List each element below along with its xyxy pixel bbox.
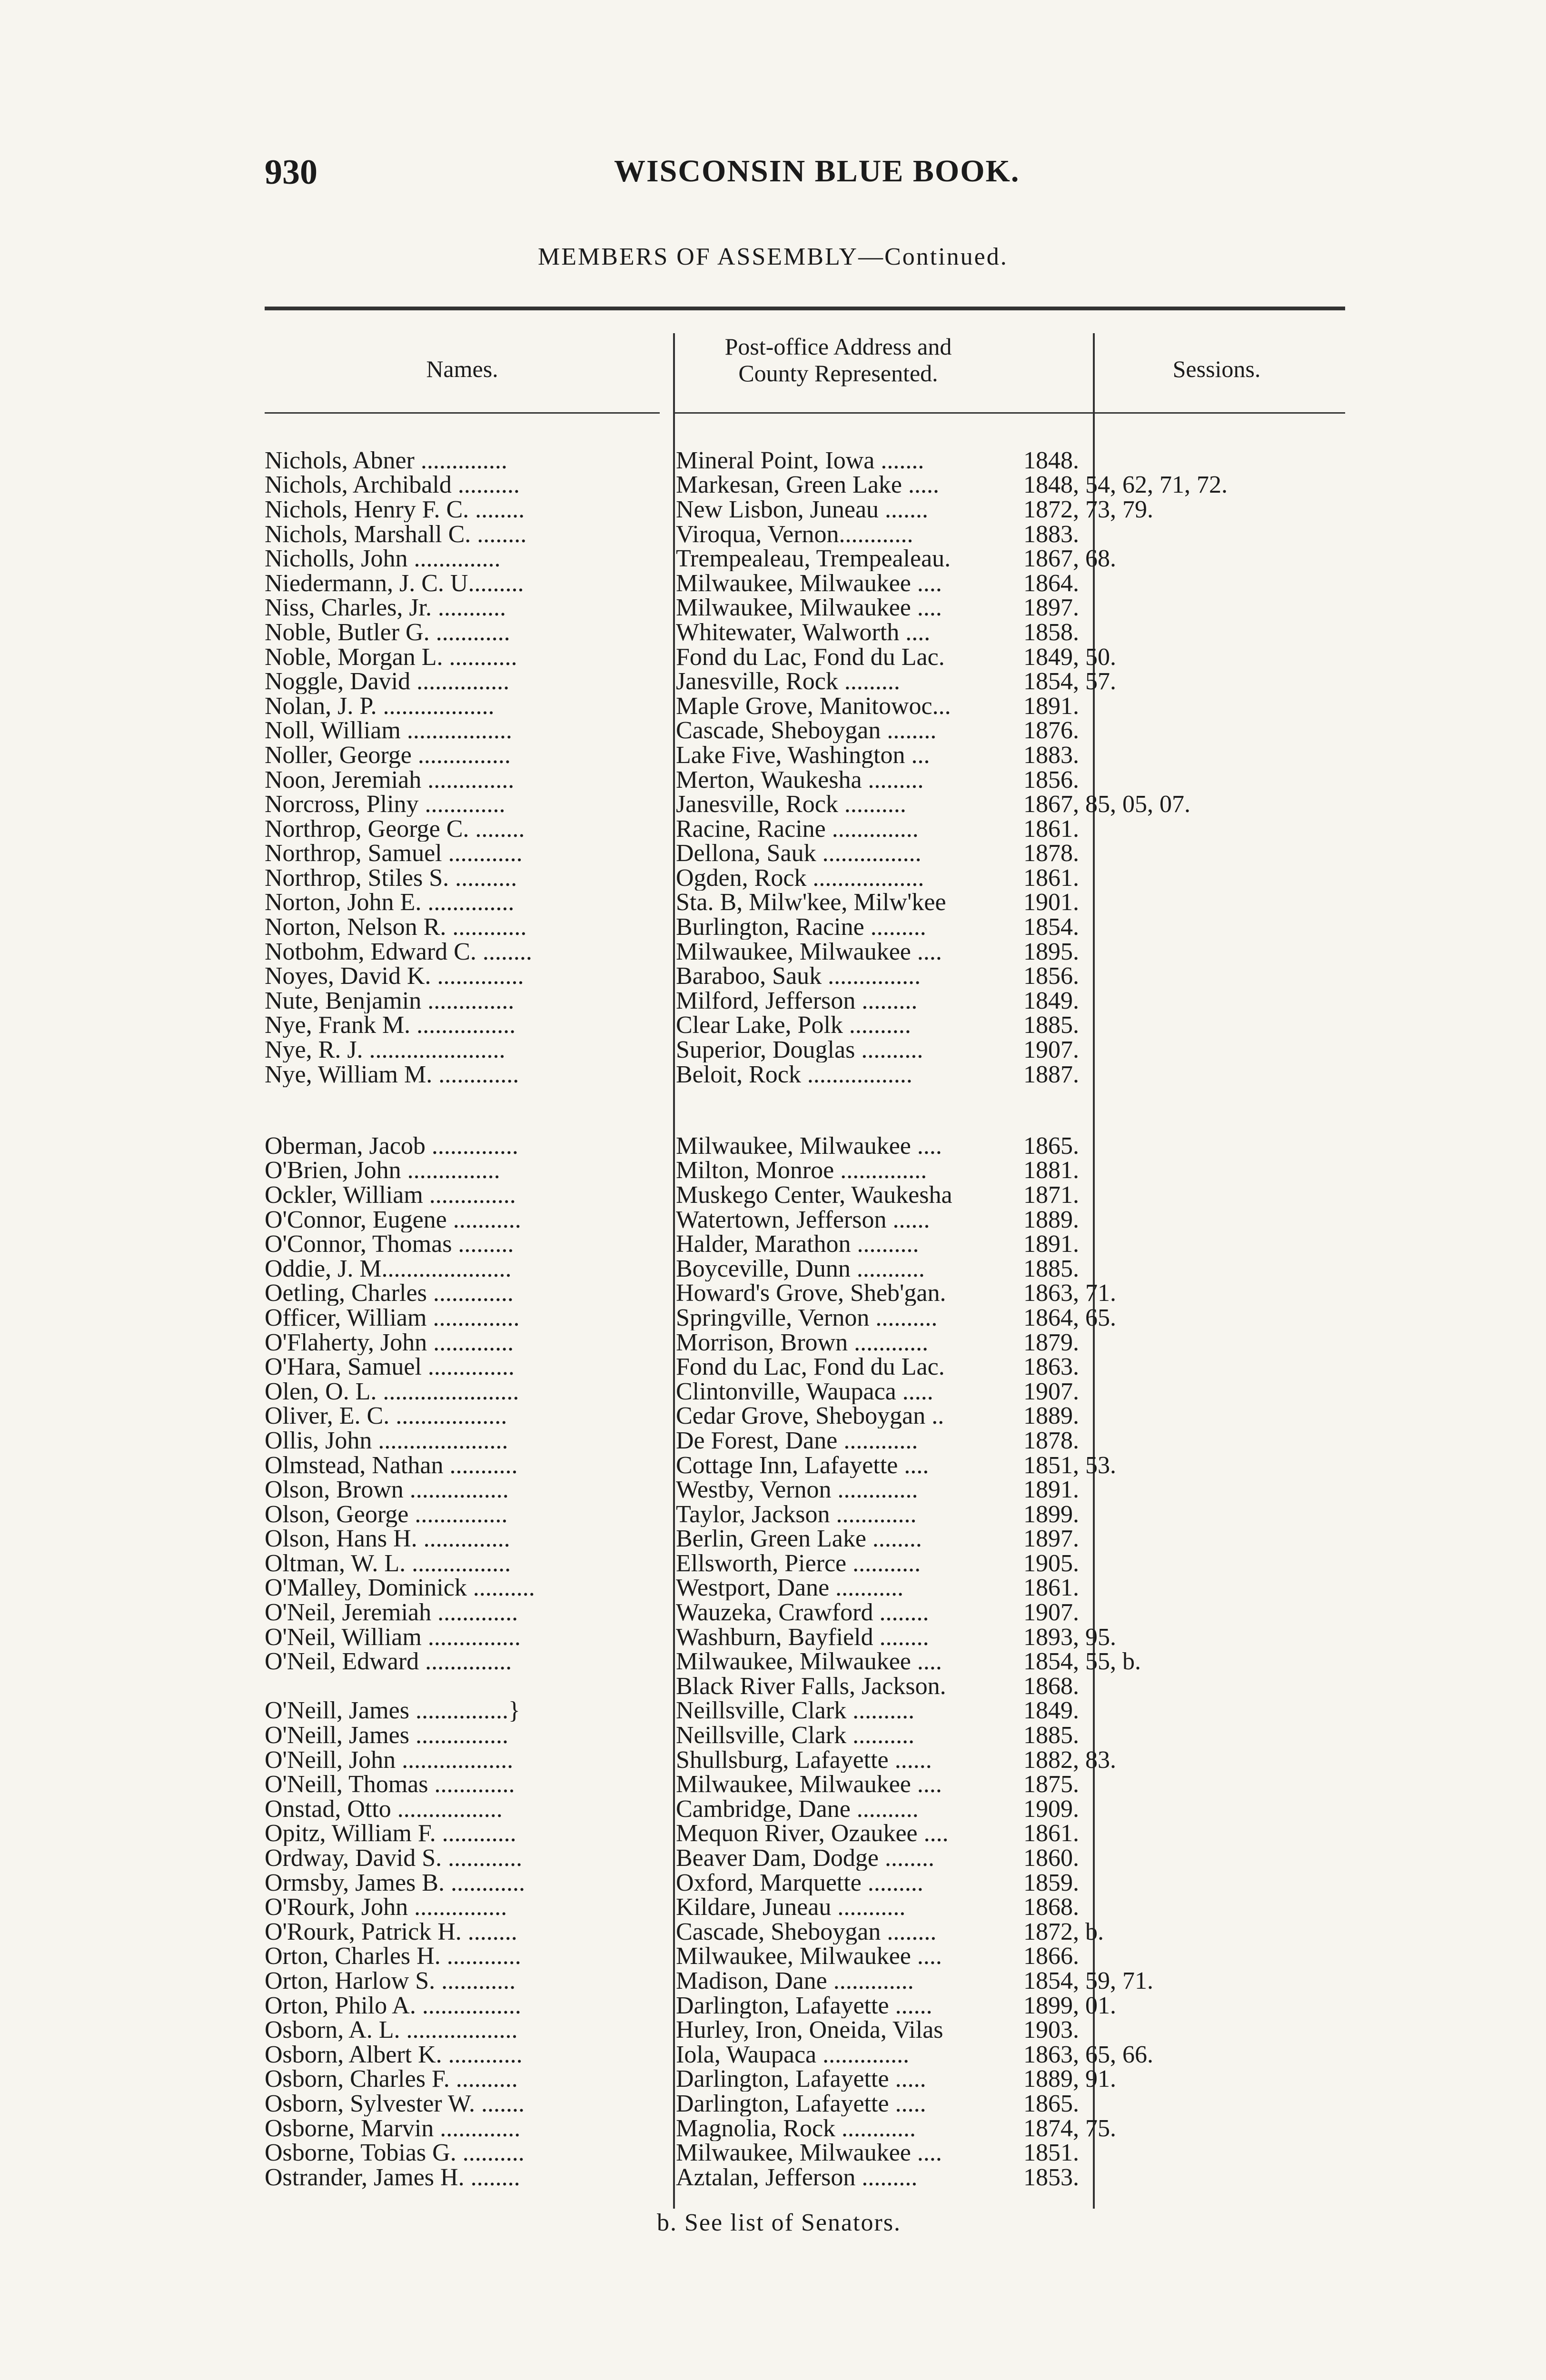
member-address: New Lisbon, Juneau ....... [676,497,929,522]
table-row [265,1625,1345,1650]
member-name: O'Neill, John .................. [265,1747,514,1773]
member-name: Ormsby, James B. ............ [265,1870,525,1895]
member-name: Orton, Harlow S. ............ [265,1968,516,1993]
member-address: Hurley, Iron, Oneida, Vilas [676,2018,943,2043]
member-name: Nichols, Archibald .......... [265,473,520,498]
member-name: Notbohm, Edward C. ........ [265,939,532,964]
table-row [265,2092,1345,2116]
member-name: O'Neill, Thomas ............. [265,1772,515,1797]
member-address: Berlin, Green Lake ........ [676,1527,922,1552]
member-name: Olson, George ............... [265,1502,508,1527]
member-address: Milwaukee, Milwaukee .... [676,2141,942,2166]
member-address: Ellsworth, Pierce ........... [676,1551,921,1576]
table-row [265,964,1345,989]
member-address: De Forest, Dane ............ [676,1428,918,1453]
member-address: Wauzeka, Crawford ........ [676,1600,929,1626]
page-number: 930 [265,153,317,192]
member-name: Noble, Butler G. ............ [265,620,510,645]
member-address: Darlington, Lafayette ..... [676,2091,926,2116]
member-sessions: 1854, 57. [1023,669,1116,694]
member-sessions: 1867, 85, 05, 07. [1023,792,1190,817]
table-row [265,1723,1345,1748]
member-name: Osborn, A. L. .................. [265,2018,518,2043]
table-row [265,1134,1345,1159]
member-address: Racine, Racine .............. [676,816,919,842]
table-row [265,743,1345,768]
member-name: Noggle, David ............... [265,669,510,694]
member-sessions: 1897. [1023,595,1079,621]
member-sessions: 1849, 50. [1023,645,1116,670]
member-name: Nolan, J. P. .................. [265,694,495,719]
member-sessions: 1897. [1023,1527,1079,1552]
table-row [265,1502,1345,1527]
table-row [265,1748,1345,1773]
member-sessions: 1866. [1023,1944,1079,1969]
member-name: Ollis, John ..................... [265,1428,508,1453]
page-subtitle: MEMBERS OF ASSEMBLY—Continued. [538,243,1008,270]
member-name: O'Neill, James ...............} [265,1698,520,1724]
member-address: Fond du Lac, Fond du Lac. [676,1355,945,1380]
member-address: Milwaukee, Milwaukee .... [676,1772,942,1797]
member-name: Oetling, Charles ............. [265,1281,514,1306]
member-address: Darlington, Lafayette ..... [676,2067,926,2092]
member-address: Cascade, Sheboygan ........ [676,718,937,744]
member-sessions: 1864, 65. [1023,1305,1116,1330]
member-address: Beaver Dam, Dodge ........ [676,1846,934,1871]
header-post-office-line1: Post-office Address and [724,333,952,360]
member-address: Milford, Jefferson ......... [676,988,918,1013]
member-name: Osborne, Marvin ............. [265,2116,521,2141]
member-sessions: 1861. [1023,816,1079,842]
member-address: Neillsville, Clark .......... [676,1698,915,1724]
member-address: Maple Grove, Manitowoc... [676,694,951,719]
table-row [265,1062,1345,1087]
table-row [265,596,1345,621]
member-name: Nye, R. J. ...................... [265,1038,505,1063]
member-address: Mineral Point, Iowa ....... [676,448,924,473]
member-address: Westby, Vernon ............. [676,1478,918,1503]
table-row [265,1944,1345,1969]
member-sessions: 1871. [1023,1182,1079,1208]
table-row [265,497,1345,522]
member-address: Milton, Monroe .............. [676,1158,927,1183]
table-row [265,571,1345,596]
member-address: Oxford, Marquette ......... [676,1870,923,1895]
member-sessions: 1858. [1023,620,1079,645]
table-row [265,2141,1345,2165]
member-name: Olen, O. L. ...................... [265,1379,519,1404]
table-row [265,1551,1345,1576]
member-name: Oltman, W. L. ................ [265,1551,511,1576]
member-sessions: 1883. [1023,522,1079,547]
member-name: Orton, Philo A. ................ [265,1993,521,2018]
member-sessions: 1849. [1023,988,1079,1013]
member-address: Springville, Vernon .......... [676,1305,938,1330]
member-sessions: 1853. [1023,2165,1079,2190]
member-name: Noller, George ............... [265,743,511,768]
member-name: Noll, William ................. [265,718,512,744]
table-row [265,1674,1345,1699]
member-name: Onstad, Otto ................. [265,1796,503,1822]
member-name: Osborn, Charles F. .......... [265,2067,518,2092]
member-sessions: 1882, 83. [1023,1747,1116,1773]
member-sessions: 1875. [1023,1772,1079,1797]
table-row [265,1478,1345,1502]
member-sessions: 1895. [1023,939,1079,964]
member-address: Muskego Center, Waukesha [676,1182,952,1208]
table-row [265,842,1345,866]
table-row [265,1183,1345,1208]
table-row [265,915,1345,940]
table-row [265,817,1345,842]
table-row [265,645,1345,670]
table-row [265,1993,1345,2018]
member-name: Niedermann, J. C. U......... [265,571,524,596]
member-address: Milwaukee, Milwaukee .... [676,939,942,964]
member-name: Nute, Benjamin .............. [265,988,515,1013]
member-sessions: 1907. [1023,1379,1079,1404]
member-address: Magnolia, Rock ............ [676,2116,916,2141]
member-address: Janesville, Rock ......... [676,669,900,694]
member-address: Janesville, Rock .......... [676,792,906,817]
table-row [265,546,1345,571]
table-row [265,866,1345,891]
member-name: Oddie, J. M..................... [265,1256,512,1281]
member-address: Howard's Grove, Sheb'gan. [676,1281,946,1306]
member-sessions: 1854, 59, 71. [1023,1968,1153,1993]
member-sessions: 1885. [1023,1723,1079,1748]
member-sessions: 1891. [1023,1478,1079,1503]
member-name: Olson, Hans H. .............. [265,1527,510,1552]
table-row [265,669,1345,694]
table-row [265,1969,1345,1993]
table-row [265,989,1345,1013]
member-sessions: 1861. [1023,1576,1079,1601]
member-address: Milwaukee, Milwaukee .... [676,1944,942,1969]
member-address: Shullsburg, Lafayette ...... [676,1747,932,1773]
member-sessions: 1885. [1023,1013,1079,1038]
header-names: Names. [426,356,498,382]
member-address: Taylor, Jackson ............. [676,1502,917,1527]
member-address: Sta. B, Milw'kee, Milw'kee [676,890,946,915]
table-row [265,1208,1345,1232]
member-sessions: 1891. [1023,694,1079,719]
table-row [265,1306,1345,1330]
table-row [265,1649,1345,1674]
table-row [265,694,1345,719]
table-row [265,1527,1345,1552]
table-row [265,1232,1345,1257]
member-name: Noon, Jeremiah .............. [265,767,515,793]
table-row [265,768,1345,793]
member-address: Trempealeau, Trempealeau. [676,546,951,572]
member-name: Northrop, Samuel ............ [265,841,523,866]
table-row [265,1846,1345,1871]
member-address: Milwaukee, Milwaukee .... [676,571,942,596]
member-name: Oberman, Jacob .............. [265,1133,518,1159]
member-address: Fond du Lac, Fond du Lac. [676,645,945,670]
member-address: Mequon River, Ozaukee .... [676,1821,949,1846]
member-sessions: 1899. [1023,1502,1079,1527]
table-row [265,1159,1345,1183]
table-row [265,1038,1345,1062]
table-row [265,940,1345,964]
member-name: O'Flaherty, John ............. [265,1330,514,1355]
member-name: Opitz, William F. ............ [265,1821,516,1846]
member-sessions: 1889. [1023,1207,1079,1232]
table-row [265,1257,1345,1281]
member-address: Milwaukee, Milwaukee .... [676,1133,942,1159]
member-sessions: 1905. [1023,1551,1079,1576]
header-post-office-line2: County Represented. [738,360,938,387]
member-address: Baraboo, Sauk ............... [676,964,921,989]
member-sessions: 1885. [1023,1256,1079,1281]
member-name: O'Rourk, John ............... [265,1895,507,1920]
table-row [265,473,1345,498]
member-sessions: 1891. [1023,1232,1079,1257]
member-name: Noyes, David K. .............. [265,964,524,989]
section-n [265,448,1345,1087]
table-row [265,1772,1345,1797]
table-top-rule [265,307,1345,310]
member-sessions: 1865. [1023,1133,1079,1159]
member-sessions: 1861. [1023,1821,1079,1846]
member-address: Darlington, Lafayette ...... [676,1993,932,2018]
member-address: Iola, Waupaca .............. [676,2042,910,2067]
member-address: Morrison, Brown ............ [676,1330,929,1355]
table-row [265,1379,1345,1404]
member-address: Milwaukee, Milwaukee .... [676,1649,942,1675]
header-underline [673,412,1093,414]
member-address: Black River Falls, Jackson. [676,1674,946,1699]
table-row [265,2043,1345,2067]
member-sessions: 1876. [1023,718,1079,744]
member-name: Osborn, Sylvester W. ....... [265,2091,525,2116]
member-address: Madison, Dane ............. [676,1968,914,1993]
member-sessions: 1856. [1023,767,1079,793]
table-row [265,1822,1345,1846]
section-o [265,1134,1345,2190]
table-row [265,2018,1345,2043]
member-address: Superior, Douglas .......... [676,1038,923,1063]
member-name: O'Connor, Thomas ......... [265,1232,514,1257]
member-name: Ordway, David S. ............ [265,1846,523,1871]
member-sessions: 1909. [1023,1796,1079,1822]
member-name: Nye, William M. ............. [265,1062,519,1087]
member-address: Aztalan, Jefferson ......... [676,2165,918,2190]
member-name: Nichols, Henry F. C. ........ [265,497,525,522]
member-sessions: 1872, 73, 79. [1023,497,1153,522]
table-row [265,1404,1345,1429]
table-row [265,1920,1345,1944]
member-sessions: 1861. [1023,865,1079,891]
member-address: Viroqua, Vernon............ [676,522,913,547]
footnote: b. See list of Senators. [657,2209,902,2236]
member-name: Ockler, William .............. [265,1182,516,1208]
table-row [265,1600,1345,1625]
member-address: Beloit, Rock ................. [676,1062,912,1087]
member-name: O'Malley, Dominick .......... [265,1576,535,1601]
member-address: Clear Lake, Polk .......... [676,1013,911,1038]
table-row [265,792,1345,817]
member-address: Clintonville, Waupaca ..... [676,1379,933,1404]
table-row [265,1453,1345,1478]
member-name: Oliver, E. C. .................. [265,1404,507,1429]
member-name: Osborne, Tobias G. .......... [265,2141,525,2166]
member-name: Noble, Morgan L. ........... [265,645,517,670]
member-sessions: 1901. [1023,890,1079,915]
member-sessions: 1854. [1023,915,1079,940]
member-name: Norton, Nelson R. ............ [265,915,527,940]
table-row [265,1330,1345,1355]
table-row [265,2067,1345,2092]
member-sessions: 1848. [1023,448,1079,473]
member-address: Markesan, Green Lake ..... [676,473,939,498]
member-address: Cottage Inn, Lafayette .... [676,1453,929,1478]
member-sessions: 1851. [1023,2141,1079,2166]
member-sessions: 1903. [1023,2018,1079,2043]
member-sessions: 1907. [1023,1038,1079,1063]
member-name: Nicholls, John .............. [265,546,501,572]
member-sessions: 1848, 54, 62, 71, 72. [1023,473,1228,498]
member-sessions: 1867, 68. [1023,546,1116,572]
member-sessions: 1865. [1023,2091,1079,2116]
member-name: Norcross, Pliny ............. [265,792,505,817]
table-row [265,719,1345,744]
table-row [265,1428,1345,1453]
member-name: Ostrander, James H. ........ [265,2165,520,2190]
table-header [265,333,1345,405]
member-name: O'Neil, Jeremiah ............. [265,1600,518,1626]
member-name: O'Brien, John ............... [265,1158,500,1183]
member-sessions: 1889, 91. [1023,2067,1116,2092]
member-sessions: 1868. [1023,1895,1079,1920]
table-row [265,448,1345,473]
member-name: Nye, Frank M. ................ [265,1013,516,1038]
member-name: Norton, John E. .............. [265,890,515,915]
member-sessions: 1878. [1023,841,1079,866]
member-sessions: 1893, 95. [1023,1625,1116,1650]
member-sessions: 1863, 71. [1023,1281,1116,1306]
member-name: O'Neil, Edward .............. [265,1649,512,1675]
member-sessions: 1863. [1023,1355,1079,1380]
member-name: O'Rourk, Patrick H. ........ [265,1919,517,1944]
running-head: WISCONSIN BLUE BOOK. [614,154,1020,188]
header-post-office [674,333,1002,387]
member-address: Cambridge, Dane .......... [676,1796,919,1822]
table-row [265,1797,1345,1822]
table-row [265,1576,1345,1601]
member-address: Halder, Marathon .......... [676,1232,919,1257]
member-sessions: 1879. [1023,1330,1079,1355]
member-name: Nichols, Abner .............. [265,448,507,473]
member-name: O'Hara, Samuel .............. [265,1355,515,1380]
table-row [265,2116,1345,2141]
member-sessions: 1864. [1023,571,1079,596]
member-name: Officer, William .............. [265,1305,520,1330]
table-row [265,1895,1345,1920]
member-sessions: 1872, b. [1023,1919,1104,1944]
member-sessions: 1881. [1023,1158,1079,1183]
member-address: Cedar Grove, Sheboygan .. [676,1404,944,1429]
member-sessions: 1874, 75. [1023,2116,1116,2141]
member-sessions: 1878. [1023,1428,1079,1453]
member-address: Whitewater, Walworth .... [676,620,931,645]
member-sessions: 1899, 01. [1023,1993,1116,2018]
member-address: Kildare, Juneau ........... [676,1895,906,1920]
member-name: Niss, Charles, Jr. ........... [265,595,506,621]
member-address: Ogden, Rock .................. [676,865,924,891]
member-name: Osborn, Albert K. ............ [265,2042,523,2067]
member-sessions: 1889. [1023,1404,1079,1429]
header-underline [1093,412,1345,414]
member-name: O'Neill, James ............... [265,1723,508,1748]
table-row [265,1699,1345,1724]
member-address: Cascade, Sheboygan ........ [676,1919,937,1944]
table-row [265,2165,1345,2190]
header-underline [265,412,660,414]
member-address: Westport, Dane ........... [676,1576,904,1601]
member-name: Nichols, Marshall C. ........ [265,522,527,547]
table-row [265,1355,1345,1379]
member-address: Merton, Waukesha ......... [676,767,924,793]
member-name: O'Connor, Eugene ........... [265,1207,521,1232]
member-sessions: 1868. [1023,1674,1079,1699]
member-address: Lake Five, Washington ... [676,743,930,768]
table-row [265,620,1345,645]
member-name: Northrop, George C. ........ [265,816,525,842]
member-sessions: 1887. [1023,1062,1079,1087]
header-sessions: Sessions. [1172,356,1261,382]
member-address: Boyceville, Dunn ........... [676,1256,925,1281]
member-address: Dellona, Sauk ................ [676,841,922,866]
member-sessions: 1851, 53. [1023,1453,1116,1478]
member-address: Milwaukee, Milwaukee .... [676,595,942,621]
member-sessions: 1863, 65, 66. [1023,2042,1153,2067]
member-name: O'Neil, William ............... [265,1625,521,1650]
member-sessions: 1856. [1023,964,1079,989]
table-row [265,522,1345,547]
table-row [265,1013,1345,1038]
table-row [265,1871,1345,1895]
member-address: Watertown, Jefferson ...... [676,1207,930,1232]
member-sessions: 1854, 55, b. [1023,1649,1141,1675]
table-row [265,891,1345,915]
member-sessions: 1860. [1023,1846,1079,1871]
member-name: Northrop, Stiles S. .......... [265,865,517,891]
member-sessions: 1859. [1023,1870,1079,1895]
table-row [265,1281,1345,1306]
member-address: Washburn, Bayfield ........ [676,1625,929,1650]
member-sessions: 1849. [1023,1698,1079,1724]
member-sessions: 1883. [1023,743,1079,768]
member-name: Olmstead, Nathan ........... [265,1453,518,1478]
member-name: Olson, Brown ................ [265,1478,509,1503]
member-address: Burlington, Racine ......... [676,915,926,940]
member-address: Neillsville, Clark .......... [676,1723,915,1748]
member-sessions: 1907. [1023,1600,1079,1626]
member-name: Orton, Charles H. ............ [265,1944,521,1969]
